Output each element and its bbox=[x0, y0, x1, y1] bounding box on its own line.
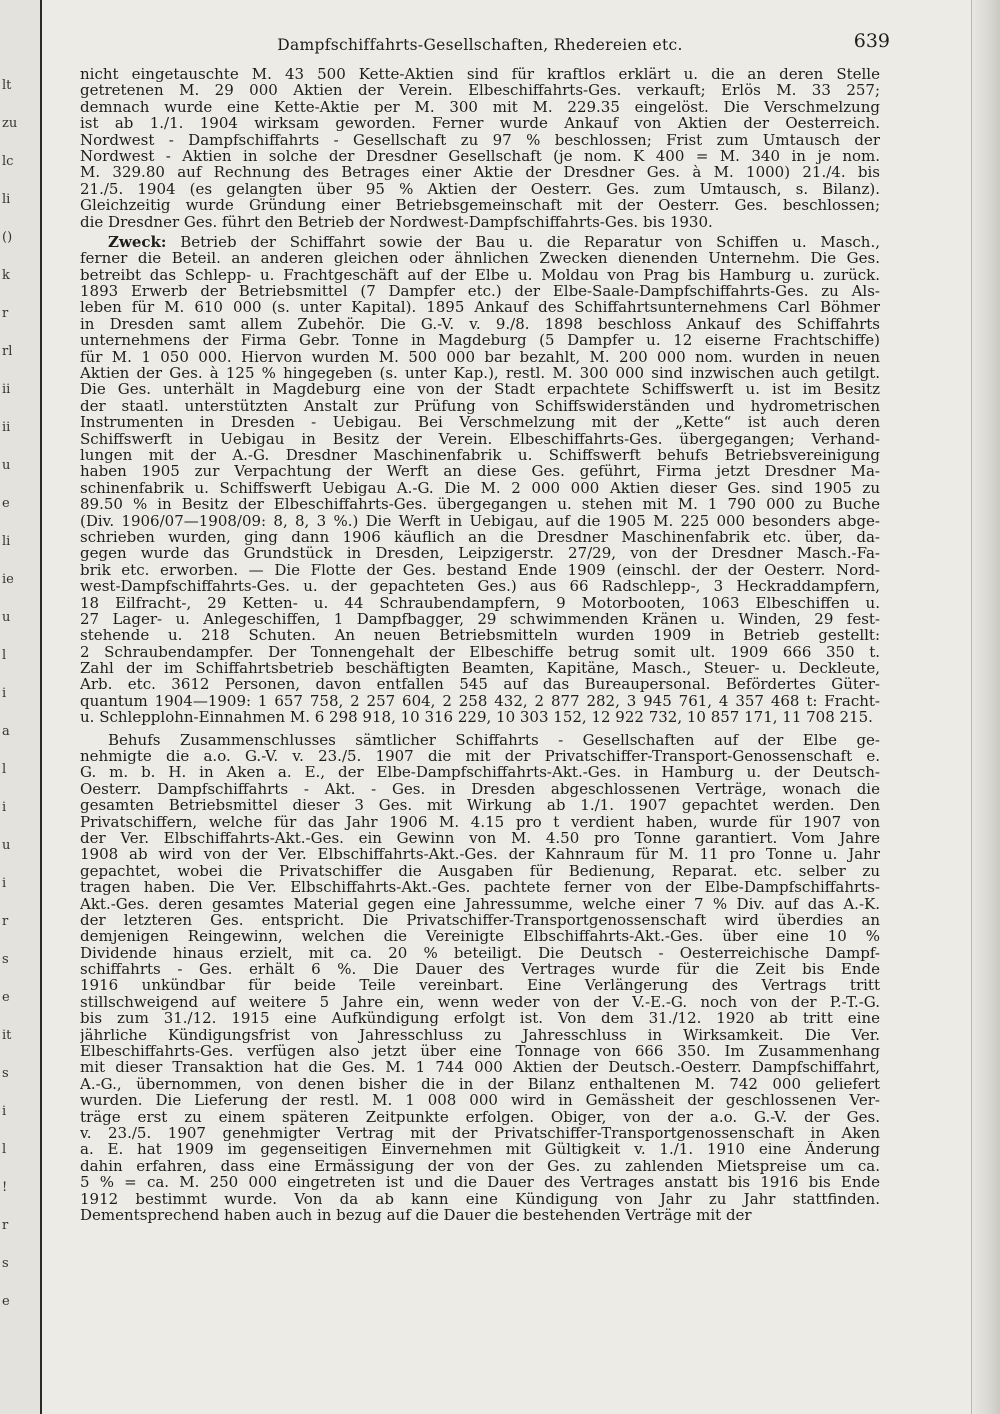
margin-fragment: li bbox=[2, 192, 11, 207]
text-line-rest: Betrieb der Schiffahrt sowie der Bau u. die Reparatur von Schiffen u. Masch., bbox=[166, 233, 880, 251]
text-line: der staatl. unterstützten Anstalt zur Prüfung von Schiffswiderständen und hydrometrischen bbox=[80, 397, 880, 415]
text-line: demjenigen Reingewinn, welchen die Vereinigte Elbschiffahrts-Akt.-Ges. über eine 10 % bbox=[80, 928, 880, 945]
text-line: für M. 1 050 000. Hiervon wurden M. 500 000 bar bezahlt, M. 200 000 nom. wurden in neuen bbox=[80, 348, 880, 366]
text-line: Arb. etc. 3612 Personen, davon entfallen 545 auf das Bureaupersonal. Befördertes Güter- bbox=[80, 676, 880, 693]
text-line: gesamten Betriebsmittel dieser 3 Ges. mit Wirkung ab 1./1. 1907 gepachtet werden. Den bbox=[80, 797, 880, 814]
text-line: Behufs Zusammenschlusses sämtlicher Schiffahrts - Gesellschaften auf der Elbe ge- bbox=[108, 731, 880, 749]
text-line: bis zum 31./12. 1915 eine Aufkündigung erfolgt ist. Von dem 31./12. 1920 ab tritt eine bbox=[80, 1010, 880, 1027]
text-line: unternehmens der Firma Gebr. Tonne in Magdeburg (5 Dampfer u. 12 eiserne Frachtschiffe) bbox=[80, 332, 880, 349]
margin-fragment: e bbox=[2, 1294, 10, 1309]
text-line: wurden. Die Lieferung der restl. M. 1 008 000 wird in Gemässheit der geschlossenen Ver- bbox=[80, 1092, 880, 1109]
text-line: Dementsprechend haben auch in bezug auf die Dauer die bestehenden Verträge mit der bbox=[80, 1206, 752, 1224]
margin-fragment: l bbox=[2, 648, 7, 663]
text-line: brik etc. erworben. — Die Flotte der Ges. bestand Ende 1909 (einschl. der der Oesterr. Nord- bbox=[80, 561, 880, 579]
text-line: Schiffswerft in Uebigau in Besitz der Verein. Elbeschiffahrts-Ges. übergegangen; Verhand- bbox=[80, 430, 880, 447]
text-line: ist ab 1./1. 1904 wirksam geworden. Ferner wurde Ankauf von Aktien der Oesterreich. bbox=[80, 115, 880, 132]
text-line: west-Dampfschiffahrts-Ges. u. der gepachteten Ges.) aus 66 Radschlepp-, 3 Heckraddampfern, bbox=[80, 578, 880, 595]
margin-fragment: r bbox=[2, 306, 9, 321]
text-line: 1916 unkündbar für beide Teile vereinbart. Eine Verlängerung des Vertrags tritt bbox=[80, 977, 880, 994]
text-line: Oesterr. Dampfschiffahrts - Akt. - Ges. in Dresden abgeschlossenen Verträge, wonach die bbox=[80, 780, 880, 798]
text-line: Akt.-Ges. deren gesamtes Material gegen eine Jahressumme, welche einer 7 % Div. auf das A.-K. bbox=[80, 895, 880, 912]
paragraph bbox=[80, 234, 880, 726]
margin-fragment: s bbox=[2, 1256, 9, 1271]
margin-fragment: rl bbox=[2, 344, 13, 359]
text-line: der Ver. Elbschiffahrts-Akt.-Ges. ein Gewinn von M. 4.50 pro Tonne garantiert. Vom Jahre bbox=[80, 829, 880, 847]
text-line bbox=[80, 234, 880, 250]
margin-fragment: s bbox=[2, 952, 9, 967]
text-line: gegen wurde das Grundstück in Dresden, Leipzigerstr. 27/29, von der Dresdner Masch.-Fa- bbox=[80, 545, 880, 562]
text-line: u. Schlepplohn-Einnahmen M. 6 298 918, 10 316 229, 10 303 152, 12 922 732, 10 857 171, 11 708 215. bbox=[80, 709, 873, 726]
text-line: Instrumenten in Dresden - Uebigau. Bei Verschmelzung mit der „Kette“ ist auch deren bbox=[80, 414, 880, 431]
margin-fragment: u bbox=[2, 838, 11, 853]
text-line: Dividende hinaus erzielt, mit ca. 20 % beteiligt. Die Deutsch - Oesterreichische Dampf- bbox=[80, 944, 880, 962]
text-line: 1912 bestimmt wurde. Von da ab kann eine Kündigung von Jahr zu Jahr stattfinden. bbox=[80, 1190, 880, 1207]
margin-fragment: e bbox=[2, 990, 10, 1005]
text-line: dahin erfahren, dass eine Ermässigung der von der Ges. zu zahlenden Mietspreise um ca. bbox=[80, 1157, 880, 1175]
text-line: 27 Lager- u. Anlegeschiffen, 1 Dampfbagger, 29 schwimmenden Kränen u. Winden, 29 fest- bbox=[80, 610, 880, 628]
margin-fragment: zu bbox=[2, 116, 18, 131]
text-line: v. 23./5. 1907 genehmigter Vertrag mit der Privatschiffer-Transportgenossenschaft in Aken bbox=[80, 1125, 880, 1142]
document-page bbox=[80, 22, 890, 1392]
page-header bbox=[80, 22, 890, 62]
text-line: nicht eingetauschte M. 43 500 Kette-Aktien sind für kraftlos erklärt u. die an deren Stelle bbox=[80, 66, 880, 83]
paragraph bbox=[80, 66, 880, 230]
margin-fragment: i bbox=[2, 800, 7, 815]
text-line: M. 329.80 auf Rechnung des Betrages einer Aktie der Dresdner Ges. à M. 1000) 21./4. bis bbox=[80, 164, 880, 181]
text-line: 1908 ab wird von der Ver. Elbschiffahrts-Akt.-Ges. der Kahnraum für M. 11 pro Tonne u. Jahr bbox=[80, 846, 880, 863]
margin-fragment: it bbox=[2, 1028, 12, 1043]
text-line: haben 1905 zur Verpachtung der Werft an diese Ges. geführt, Firma jetzt Dresdner Ma- bbox=[80, 463, 880, 480]
text-line: 2 Schraubendampfer. Der Tonnengehalt der Elbeschiffe betrug somit ult. 1909 666 350 t. bbox=[80, 643, 880, 661]
text-line: Nordwest - Dampfschiffahrts - Gesellschaft zu 97 % beschlossen; Frist zum Umtausch der bbox=[80, 131, 880, 148]
margin-fragment: ie bbox=[2, 572, 14, 587]
margin-fragment: k bbox=[2, 268, 10, 283]
text-line: in Dresden samt allem Zubehör. Die G.-V. v. 9./8. 1898 beschloss Ankauf des Schiffahrts bbox=[80, 315, 880, 333]
text-line: demnach wurde eine Kette-Aktie per M. 300 mit M. 229.35 eingelöst. Die Verschmelzung bbox=[80, 98, 880, 116]
margin-fragment: r bbox=[2, 1218, 9, 1233]
text-line: stehende u. 218 Schuten. An neuen Betriebsmitteln wurden 1909 in Betrieb gestellt: bbox=[80, 627, 880, 644]
margin-fragment: r bbox=[2, 914, 9, 929]
text-line: betreibt das Schlepp- u. Frachtgeschäft auf der Elbe u. Moldau von Prag bis Hamburg u. zurück. bbox=[80, 266, 880, 284]
text-line: Nordwest - Aktien in solche der Dresdner Gesellschaft (je nom. K 400 = M. 340 in je nom. bbox=[80, 147, 880, 165]
text-line: mit dieser Transaktion hat die Ges. M. 1 744 000 Aktien der Deutsch.-Oesterr. Dampfschiffahrt, bbox=[80, 1059, 880, 1076]
body-text bbox=[80, 66, 880, 1223]
margin-fragment: li bbox=[2, 534, 11, 549]
text-line: stillschweigend auf weitere 5 Jahre ein, wenn weder von der V.-E.-G. noch von der P.-T.-G. bbox=[80, 993, 880, 1011]
text-line: schrieben wurden, ging dann 1906 käuflich an die Dresdner Maschinenfabrik etc. über, da- bbox=[80, 528, 880, 546]
margin-fragment: () bbox=[2, 230, 13, 245]
text-line: 5 % = ca. M. 250 000 eingetreten ist und die Dauer des Vertrages anstatt bis 1916 bis Ende bbox=[80, 1174, 880, 1191]
text-line: Gleichzeitig wurde Gründung einer Betriebsgemeinschaft mit der Oesterr. Ges. beschlossen; bbox=[80, 197, 880, 214]
page-number: 639 bbox=[853, 30, 890, 52]
text-line: getretenen M. 29 000 Aktien der Verein. Elbeschiffahrts-Ges. verkauft; Erlös M. 33 257; bbox=[80, 82, 880, 99]
text-line: schiffahrts - Ges. erhält 6 %. Die Dauer des Vertrages wurde für die Zeit bis Ende bbox=[80, 961, 880, 978]
margin-fragment: lc bbox=[2, 154, 14, 169]
text-line: A.-G., übernommen, von denen bisher die in der Bilanz enthaltenen M. 742 000 geliefert bbox=[80, 1075, 880, 1093]
text-line: Privatschiffern, welche für das Jahr 1906 M. 4.15 pro t verdient haben, wurde für 1907 von bbox=[80, 813, 880, 830]
margin-fragment: ii bbox=[2, 382, 11, 397]
text-line: 21./5. 1904 (es gelangten über 95 % Aktien der Oesterr. Ges. zum Umtausch, s. Bilanz). bbox=[80, 180, 880, 198]
section-lead: Zweck: bbox=[108, 233, 167, 251]
text-line: schinenfabrik u. Schiffswerft Uebigau A.-G. Die M. 2 000 000 Aktien dieser Ges. sind 1905 zu bbox=[80, 479, 880, 497]
margin-fragment: e bbox=[2, 496, 10, 511]
facing-page-margin bbox=[0, 0, 42, 1414]
text-line: Aktien der Ges. à 125 % hingegeben (s. unter Kap.), restl. M. 300 000 sind inzwischen auch getilgt. bbox=[80, 365, 880, 382]
text-line: gepachtet, wobei die Privatschiffer die Ausgaben für Bedienung, Reparat. etc. selber zu bbox=[80, 862, 880, 880]
text-line: lungen mit der A.-G. Dresdner Maschinenfabrik u. Schiffswerft behufs Betriebsvereinigung bbox=[80, 446, 880, 464]
margin-fragment: u bbox=[2, 458, 11, 473]
text-line: träge erst zu einem späteren Zeitpunkte erfolgen. Obiger, von der a.o. G.-V. der Ges. bbox=[80, 1108, 880, 1125]
margin-fragment: l bbox=[2, 762, 7, 777]
text-line: G. m. b. H. in Aken a. E., der Elbe-Dampfschiffahrts-Akt.-Ges. in Hamburg u. der Deutsch- bbox=[80, 764, 880, 781]
margin-fragment: ii bbox=[2, 420, 11, 435]
margin-fragment: lt bbox=[2, 78, 12, 93]
text-line: a. E. hat 1909 im gegenseitigen Einvernehmen mit Gültigkeit v. 1./1. 1910 eine Änderung bbox=[80, 1141, 880, 1158]
margin-fragment: i bbox=[2, 686, 7, 701]
text-line: leben für M. 610 000 (s. unter Kapital). 1895 Ankauf des Schiffahrtsunternehmens Carl Böhmer bbox=[80, 299, 880, 316]
text-line: (Div. 1906/07—1908/09: 8, 8, 3 %.) Die Werft in Uebigau, auf die 1905 M. 225 000 besonders abge- bbox=[80, 512, 880, 529]
margin-fragment: a bbox=[2, 724, 10, 739]
running-head: Dampfschiffahrts-Gesellschaften, Rhedereien etc. bbox=[277, 36, 683, 54]
text-line: jährliche Kündigungsfrist von Jahresschluss zu Jahresschluss in Wirksamkeit. Die Ver. bbox=[80, 1026, 880, 1044]
text-line: die Dresdner Ges. führt den Betrieb der Nordwest-Dampfschiffahrts-Ges. bis 1930. bbox=[80, 213, 713, 230]
text-line: Zahl der im Schiffahrtsbetrieb beschäftigten Beamten, Kapitäne, Masch., Steuer- u. Deckleute, bbox=[80, 660, 880, 677]
text-line: nehmigte die a.o. G.-V. v. 23./5. 1907 die mit der Privatschiffer-Transport-Genossenschaft e. bbox=[80, 748, 880, 765]
page-edge bbox=[971, 0, 1000, 1414]
margin-fragment: i bbox=[2, 1104, 7, 1119]
text-line: 1893 Erwerb der Betriebsmittel (7 Dampfer etc.) der Elbe-Saale-Dampfschiffahrts-Ges. zu Als- bbox=[80, 283, 880, 300]
margin-fragment: s bbox=[2, 1066, 9, 1081]
margin-fragment: i bbox=[2, 876, 7, 891]
text-line: Elbeschiffahrts-Ges. verfügen also jetzt über eine Tonnage von 666 350. Im Zusammenhang bbox=[80, 1043, 880, 1060]
margin-fragment: ! bbox=[2, 1180, 8, 1195]
text-line: Die Ges. unterhält in Magdeburg eine von der Stadt erpachtete Schiffswerft u. ist im Besitz bbox=[80, 381, 880, 398]
text-line: ferner die Beteil. an anderen gleichen oder ähnlichen Zwecken dienenden Unternehm. Die Ges. bbox=[80, 250, 880, 267]
text-line: 89.50 % in Besitz der Elbeschiffahrts-Ges. übergegangen u. stehen mit M. 1 790 000 zu Buche bbox=[80, 496, 880, 513]
text-line: 18 Eilfracht-, 29 Ketten- u. 44 Schraubendampfern, 9 Motorbooten, 1063 Elbeschiffen u. bbox=[80, 594, 880, 611]
paragraph bbox=[80, 732, 880, 1224]
text-line: quantum 1904—1909: 1 657 758, 2 257 604, 2 258 432, 2 877 282, 3 945 761, 4 357 468 t: Fracht- bbox=[80, 692, 880, 710]
text-line: tragen haben. Die Ver. Elbschiffahrts-Akt.-Ges. pachtete ferner von der Elbe-Dampfschiffahrts- bbox=[80, 879, 880, 896]
text-line: der letzteren Ges. entspricht. Die Privatschiffer-Transportgenossenschaft wird überdies an bbox=[80, 911, 880, 929]
margin-fragment: u bbox=[2, 610, 11, 625]
margin-fragment: l bbox=[2, 1142, 7, 1157]
